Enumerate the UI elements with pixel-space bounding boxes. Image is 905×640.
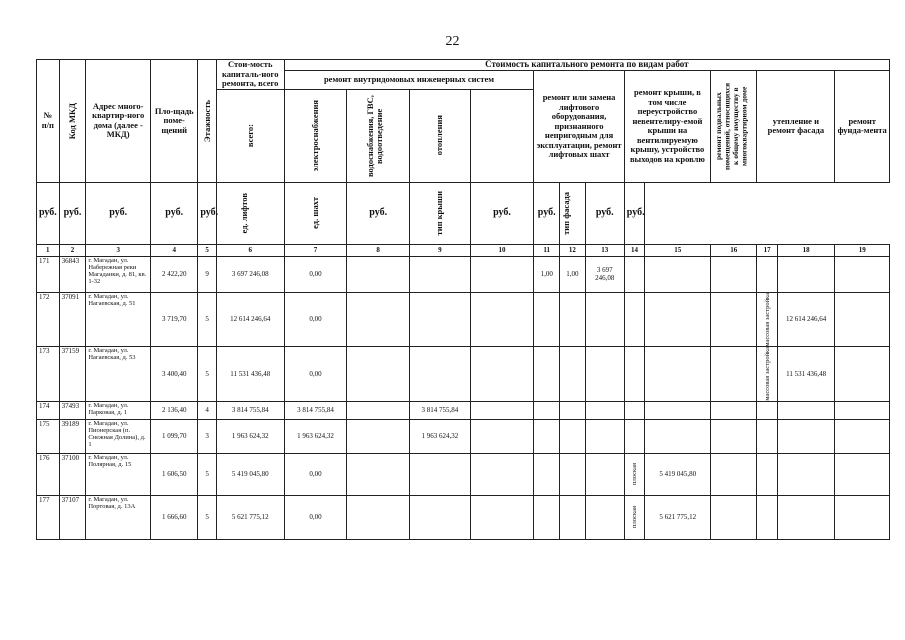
cell-heating [470, 401, 534, 419]
cell-elev-cost [585, 495, 624, 539]
cell-address: г. Магадан, ул. Нагаевская, д. 51 [86, 292, 151, 347]
column-number: 19 [835, 244, 890, 256]
cell-shaft [560, 453, 586, 495]
cell-foundation [835, 256, 890, 292]
unit-basement: руб. [534, 182, 560, 244]
cell-floors: 5 [198, 292, 216, 347]
cell-basement [711, 401, 757, 419]
column-number: 13 [585, 244, 624, 256]
cell-roof-cost [645, 347, 711, 402]
cell-roof-type: плоская [624, 453, 645, 495]
cell-address: г. Магадан, ул. Полярная, д. 15 [86, 453, 151, 495]
cell-roof-cost: 5 419 045,80 [645, 453, 711, 495]
cell-roof-type [624, 347, 645, 402]
column-number: 8 [347, 244, 410, 256]
cell-electro [347, 256, 410, 292]
cell-water [410, 292, 471, 347]
cell-elev-cost: 3 697 246,08 [585, 256, 624, 292]
header-foundation: ремонт фунда-мента [835, 71, 890, 183]
cell-floors: 5 [198, 453, 216, 495]
header-water: водоснабжения, ГВС, водоотведение [347, 89, 410, 182]
cell-shaft [560, 401, 586, 419]
cell-roof-type [624, 256, 645, 292]
cell-el: 1,00 [534, 256, 560, 292]
cell-area: 1 099,70 [151, 419, 198, 453]
cell-n: 173 [37, 347, 60, 402]
unit-facade: руб. [585, 182, 624, 244]
column-number: 18 [777, 244, 835, 256]
unit-heating: руб. [198, 182, 216, 244]
cell-shaft [560, 495, 586, 539]
cell-code: 37091 [59, 292, 86, 347]
cell-foundation [835, 495, 890, 539]
cell-basement [711, 292, 757, 347]
cell-heating [470, 292, 534, 347]
cell-area: 2 136,40 [151, 401, 198, 419]
cell-elev-cost [585, 347, 624, 402]
cell-address: г. Магадан, ул. Парковая, д. 1 [86, 401, 151, 419]
header-eng-total: всего: [216, 89, 284, 182]
cell-n: 176 [37, 453, 60, 495]
cell-heating [470, 495, 534, 539]
cell-heating [470, 419, 534, 453]
unit-foundation: руб. [624, 182, 645, 244]
cell-total: 5 419 045,80 [216, 453, 284, 495]
cell-water: 3 814 755,84 [410, 401, 471, 419]
cell-total: 5 621 775,12 [216, 495, 284, 539]
unit-water: руб. [151, 182, 198, 244]
header-roof-type: тип крыши [410, 182, 471, 244]
cell-area: 3 719,70 [151, 292, 198, 347]
column-number: 4 [151, 244, 198, 256]
cell-electro [347, 347, 410, 402]
cell-basement [711, 453, 757, 495]
header-shaft-units: ед. шахт [284, 182, 347, 244]
header-engineering: ремонт внутридомовых инженерных систем [284, 71, 534, 90]
header-cost-by-type: Стоимость капитального ремонта по видам работ [284, 60, 889, 71]
column-number: 7 [284, 244, 347, 256]
page-number: 22 [445, 34, 460, 49]
cell-roof-cost [645, 292, 711, 347]
cell-area: 2 422,20 [151, 256, 198, 292]
cell-electro [347, 453, 410, 495]
header-elevator: ремонт или замена лифтового оборудования, признанного непригодным для эксплуатации, ремонт лифтовых шахт [534, 71, 624, 183]
cell-heating [470, 453, 534, 495]
cell-elev-cost [585, 401, 624, 419]
cell-roof-cost [645, 419, 711, 453]
cell-floors: 5 [198, 495, 216, 539]
header-facade: утепление и ремонт фасада [757, 71, 835, 183]
cell-facade-type [757, 495, 778, 539]
cell-el [534, 419, 560, 453]
cell-heating [470, 347, 534, 402]
cell-n: 174 [37, 401, 60, 419]
cell-n: 171 [37, 256, 60, 292]
cell-area: 1 606,50 [151, 453, 198, 495]
cell-eng-total: 0,00 [284, 347, 347, 402]
cell-foundation [835, 419, 890, 453]
cell-el [534, 453, 560, 495]
cell-eng-total: 1 963 624,32 [284, 419, 347, 453]
cell-basement [711, 347, 757, 402]
cell-water [410, 347, 471, 402]
cell-elev-cost [585, 292, 624, 347]
cell-heating [470, 256, 534, 292]
cell-code: 36843 [59, 256, 86, 292]
cell-facade-cost: 11 531 436,48 [777, 347, 835, 402]
table-row [37, 401, 890, 419]
cell-code: 37100 [59, 453, 86, 495]
column-number: 6 [216, 244, 284, 256]
unit-elevator: руб. [347, 182, 410, 244]
cell-facade-type [757, 419, 778, 453]
cell-foundation [835, 292, 890, 347]
cell-water [410, 453, 471, 495]
header-electro: электроснабжения [284, 89, 347, 182]
cell-facade-cost [777, 419, 835, 453]
unit-roof: руб. [470, 182, 534, 244]
cell-roof-cost [645, 401, 711, 419]
cell-area: 3 400,40 [151, 347, 198, 402]
cell-facade-type [757, 401, 778, 419]
cell-eng-total: 0,00 [284, 495, 347, 539]
cell-total: 3 814 755,84 [216, 401, 284, 419]
cell-facade-type: массовая застройка [757, 292, 778, 347]
table-row [37, 495, 890, 539]
cell-eng-total: 3 814 755,84 [284, 401, 347, 419]
cell-facade-cost [777, 256, 835, 292]
column-number: 1 [37, 244, 60, 256]
cell-total: 3 697 246,08 [216, 256, 284, 292]
cell-code: 37493 [59, 401, 86, 419]
cell-facade-type [757, 256, 778, 292]
cell-area: 1 666,60 [151, 495, 198, 539]
cell-floors: 4 [198, 401, 216, 419]
header-heating: отопления [410, 89, 471, 182]
cell-total: 11 531 436,48 [216, 347, 284, 402]
cell-shaft: 1,00 [560, 256, 586, 292]
table-row [37, 419, 890, 453]
cell-facade-cost: 12 614 246,64 [777, 292, 835, 347]
cell-el [534, 292, 560, 347]
column-number: 17 [757, 244, 778, 256]
header-roof: ремонт крыши, в том числе переустройство невентелиру-емой крыши на вентилируемую крышу, устройство выходов на кровлю [624, 71, 710, 183]
cell-roof-type [624, 292, 645, 347]
cell-code: 37107 [59, 495, 86, 539]
cell-n: 177 [37, 495, 60, 539]
header-basement: ремонт подвальных помещений, относящихся к общему имуществу в многоквартирном доме [711, 71, 757, 183]
cell-roof-type: плоская [624, 495, 645, 539]
cell-water [410, 495, 471, 539]
cell-elev-cost [585, 419, 624, 453]
cell-roof-cost [645, 256, 711, 292]
header-code: Код МКД [59, 60, 86, 183]
table-row [37, 256, 890, 292]
cell-basement [711, 419, 757, 453]
cell-electro [347, 419, 410, 453]
table-row [37, 292, 890, 347]
column-number: 9 [410, 244, 471, 256]
cell-address: г. Магадан, ул. Нагаевская, д. 53 [86, 347, 151, 402]
cell-roof-type [624, 401, 645, 419]
capital-repair-table [36, 59, 890, 540]
cell-shaft [560, 292, 586, 347]
cell-basement [711, 256, 757, 292]
cell-n: 172 [37, 292, 60, 347]
header-floors: Этажность [198, 60, 216, 183]
cell-electro [347, 495, 410, 539]
cell-eng-total: 0,00 [284, 453, 347, 495]
cell-facade-type: массовая застройка [757, 347, 778, 402]
unit-total: руб. [37, 182, 60, 244]
cell-address: г. Магадан, ул. Портовая, д. 13А [86, 495, 151, 539]
cell-total: 12 614 246,64 [216, 292, 284, 347]
column-number: 10 [470, 244, 534, 256]
header-total-cost: Стои-мость капиталь-ного ремонта, всего [216, 60, 284, 90]
cell-el [534, 401, 560, 419]
cell-water: 1 963 624,32 [410, 419, 471, 453]
unit-eng-total: руб. [59, 182, 86, 244]
cell-el [534, 347, 560, 402]
column-number: 5 [198, 244, 216, 256]
cell-basement [711, 495, 757, 539]
cell-shaft [560, 419, 586, 453]
cell-total: 1 963 624,32 [216, 419, 284, 453]
cell-roof-cost: 5 621 775,12 [645, 495, 711, 539]
column-number-row [37, 244, 890, 256]
cell-water [410, 256, 471, 292]
column-number: 11 [534, 244, 560, 256]
column-number: 14 [624, 244, 645, 256]
column-number: 12 [560, 244, 586, 256]
header-area: Пло-щадь поме-щений [151, 60, 198, 183]
cell-facade-type [757, 453, 778, 495]
cell-floors: 9 [198, 256, 216, 292]
column-number: 15 [645, 244, 711, 256]
header-n: № п/п [37, 60, 60, 183]
cell-eng-total: 0,00 [284, 292, 347, 347]
table-row [37, 347, 890, 402]
cell-facade-cost [777, 401, 835, 419]
cell-code: 39189 [59, 419, 86, 453]
cell-address: г. Магадан, ул. Набережная реки Магаданки, д. 81, кв. 1-32 [86, 256, 151, 292]
cell-floors: 5 [198, 347, 216, 402]
header-facade-type: тип фасада [560, 182, 586, 244]
cell-code: 37159 [59, 347, 86, 402]
column-number: 16 [711, 244, 757, 256]
cell-facade-cost [777, 453, 835, 495]
cell-facade-cost [777, 495, 835, 539]
cell-roof-type [624, 419, 645, 453]
cell-foundation [835, 453, 890, 495]
table-row [37, 453, 890, 495]
cell-foundation [835, 347, 890, 402]
cell-elev-cost [585, 453, 624, 495]
cell-address: г. Магадан, ул. Пионерская (п. Снежная Долина), д. 1 [86, 419, 151, 453]
cell-n: 175 [37, 419, 60, 453]
cell-shaft [560, 347, 586, 402]
cell-foundation [835, 401, 890, 419]
cell-el [534, 495, 560, 539]
cell-eng-total: 0,00 [284, 256, 347, 292]
column-number: 2 [59, 244, 86, 256]
header-el-units: ед. лифтов [216, 182, 284, 244]
column-number: 3 [86, 244, 151, 256]
unit-electro: руб. [86, 182, 151, 244]
header-address: Адрес много-квартир-ного дома (далее - МКД) [86, 60, 151, 183]
cell-floors: 3 [198, 419, 216, 453]
cell-electro [347, 292, 410, 347]
cell-electro [347, 401, 410, 419]
